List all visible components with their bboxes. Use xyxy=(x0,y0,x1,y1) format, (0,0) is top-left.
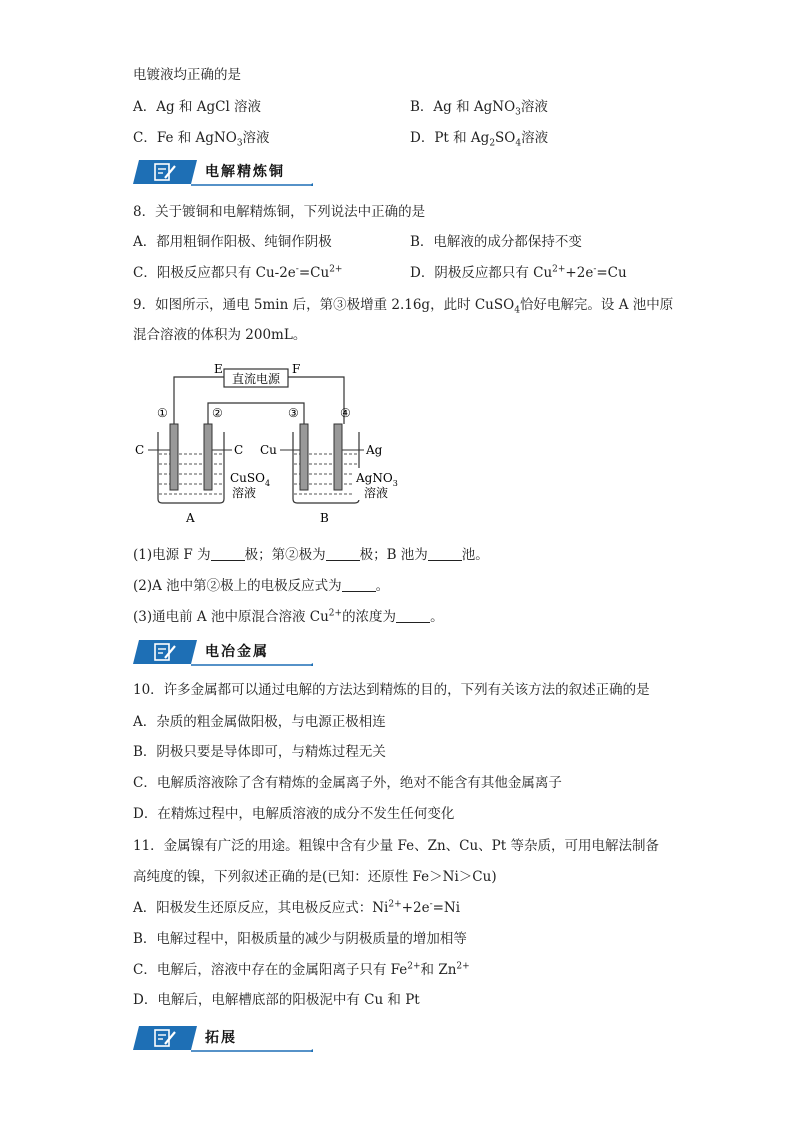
electrode-1-label: ① xyxy=(157,406,168,420)
solution-a-label: CuSO$_4$ xyxy=(230,471,271,488)
answer-blank[interactable] xyxy=(211,546,245,561)
q11-option-d[interactable]: D．电解后，电解槽底部的阳极泥中有 Cu 和 Pt xyxy=(133,992,420,1008)
solution-a-label-2: 溶液 xyxy=(232,486,257,500)
q9-part-3: (3)通电前 A 池中原混合溶液 $Cu^{2+}$的浓度为 。 xyxy=(133,608,444,625)
section-banner-extension xyxy=(133,1022,313,1052)
solution-b-label: AgNO$_3$ xyxy=(356,471,398,488)
electrode-3-label: ③ xyxy=(288,406,299,420)
q11-stem-line1: 11．金属镍有广泛的用途。粗镍中含有少量 Fe、Zn、Cu、Pt 等杂质，可用电解法制备 xyxy=(133,838,659,854)
q11-option-b[interactable]: B．电解过程中，阳极质量的减少与阴极质量的增加相等 xyxy=(133,931,467,947)
q8-option-d[interactable]: D．阴极反应都只有 $Cu^{2+}+2e^-=Cu$ xyxy=(410,264,627,281)
electrode-1-material: C xyxy=(135,443,145,457)
q7-option-c[interactable]: C．Fe 和 AgNO$_3$溶液 xyxy=(133,130,270,149)
answer-blank[interactable] xyxy=(428,546,462,561)
q9-stem-line2: 混合溶液的体积为 200mL。 xyxy=(133,327,307,343)
q10-option-c[interactable]: C．电解质溶液除了含有精炼的金属离子外，绝对不能含有其他金属离子 xyxy=(133,775,562,791)
q8-option-c[interactable]: C．阳极反应都只有 $Cu-2e^-=Cu^{2+}$ xyxy=(133,264,343,281)
electrode-3 xyxy=(300,424,308,490)
cell-a-label: A xyxy=(186,511,195,525)
electrode-4-label: ④ xyxy=(340,406,351,420)
q10-option-a[interactable]: A．杂质的粗金属做阳极，与电源正极相连 xyxy=(133,714,386,730)
q9-part-2: (2)A 池中第②极上的电极反应式为 。 xyxy=(133,578,390,594)
terminal-f-label: F xyxy=(292,362,301,376)
electrode-1 xyxy=(170,424,178,490)
cell-b-label: B xyxy=(320,511,329,525)
section-banner-electrometallurgy xyxy=(133,636,313,666)
q7-option-b[interactable]: B．Ag 和 AgNO$_3$溶液 xyxy=(410,99,548,118)
electrode-3-material: Cu xyxy=(260,443,277,457)
solution-b-label-2: 溶液 xyxy=(364,486,389,500)
q10-option-d[interactable]: D．在精炼过程中，电解质溶液的成分不发生任何变化 xyxy=(133,806,455,822)
q7-option-d[interactable]: D．Pt 和 $Ag_2SO_4$溶液 xyxy=(410,130,549,149)
section-title: 拓展 xyxy=(205,1030,237,1046)
q10-stem: 10．许多金属都可以通过电解的方法达到精炼的目的，下列有关该方法的叙述正确的是 xyxy=(133,682,650,698)
q7-stem-tail: 电镀液均正确的是 xyxy=(133,67,241,83)
beaker-a xyxy=(158,432,224,503)
electrode-2-material: C xyxy=(234,443,244,457)
electrolysis-apparatus-diagram xyxy=(128,362,408,527)
answer-blank[interactable] xyxy=(326,546,360,561)
q8-option-b[interactable]: B．电解液的成分都保持不变 xyxy=(410,234,582,250)
q11-option-a[interactable]: A．阳极发生还原反应，其电极反应式：$Ni^{2+}+2e^-=Ni$ xyxy=(133,899,461,916)
q11-stem-line2: 高纯度的镍，下列叙述正确的是(已知：还原性 Fe＞Ni＞Cu) xyxy=(133,869,497,885)
power-label: 直流电源 xyxy=(231,372,281,386)
electrode-2 xyxy=(204,424,212,490)
terminal-e-label: E xyxy=(214,362,223,376)
section-title: 电冶金属 xyxy=(205,644,269,660)
electrode-4-material: Ag xyxy=(366,443,383,457)
q9-stem-line1: 9．如图所示，通电 5min 后，第③极增重 2.16g，此时 CuSO$_4$恰好电解完。设 A 池中原 xyxy=(133,297,674,316)
electrode-2-label: ② xyxy=(212,406,223,420)
q11-option-c[interactable]: C．电解后，溶液中存在的金属阳离子只有 $Fe^{2+}$和 $Zn^{2+}$ xyxy=(133,961,470,978)
electrode-4 xyxy=(334,424,342,490)
q9-part-1: (1)电源 F 为 极；第②极为 极；B 池为 池。 xyxy=(133,547,489,563)
q8-option-a[interactable]: A．都用粗铜作阳极、纯铜作阴极 xyxy=(133,234,332,250)
answer-blank[interactable] xyxy=(396,608,430,623)
section-banner-electrorefining xyxy=(133,156,313,186)
q7-option-a[interactable]: A．Ag 和 AgCl 溶液 xyxy=(133,99,262,115)
answer-blank[interactable] xyxy=(342,577,376,592)
q8-stem: 8．关于镀铜和电解精炼铜，下列说法中正确的是 xyxy=(133,204,426,220)
q10-option-b[interactable]: B．阴极只要是导体即可，与精炼过程无关 xyxy=(133,744,386,760)
section-title: 电解精炼铜 xyxy=(205,164,285,180)
